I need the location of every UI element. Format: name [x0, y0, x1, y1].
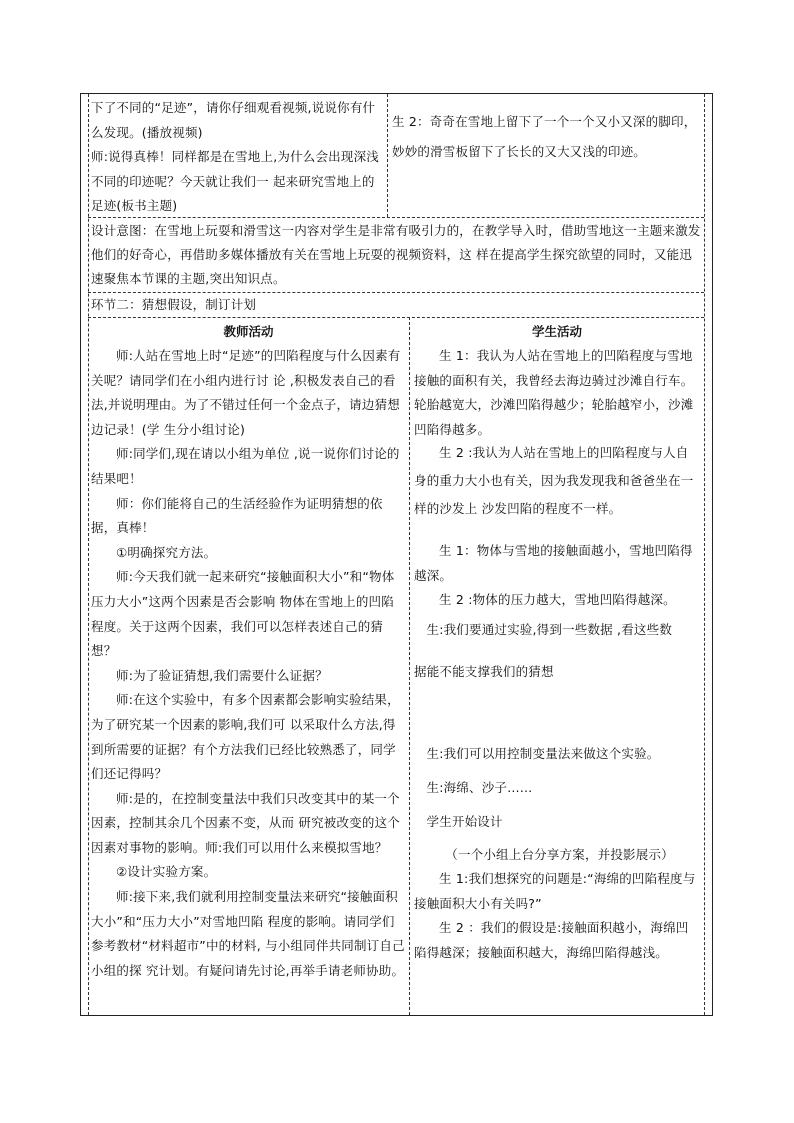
- lesson-plan-table: [80, 93, 713, 1016]
- activity-column-divider: [409, 317, 410, 1015]
- student-answer: （一个小组上台分享方案，并投影展示）: [445, 847, 674, 862]
- student-answer: 据能不能支撑我们的猜想: [414, 664, 554, 679]
- intro-column-divider: [387, 94, 388, 217]
- teacher-paragraph: 师:今天我们就一起来研究“接触面积大小”和“物体压力大小”这两个因素是否会影响 物体在雪地上的凹陷程度。关于这两个因素，我们可以怎样表述自己的猜想？: [91, 569, 395, 659]
- right-dashed-border: [704, 94, 705, 1015]
- teacher-activity-header: 教师活动: [223, 324, 274, 339]
- intro-teacher-cell: [91, 96, 384, 219]
- teacher-paragraph: 师:在这个实验中，有多个因素都会影响实验结果，为了研究某一个因素的影响,我们可 以采取什么方法,得到所需要的证据？有个方法我们已经比较熟悉了，同学们还记得吗？: [91, 692, 400, 782]
- teacher-step-heading: ②设计实验方案。: [116, 864, 217, 880]
- design-intent-text: 设计意图：在雪地上玩耍和滑雪这一内容对学生是非常有吸引力的，在教学导入时，借助雪地这一主题来激发他们的好奇心，再借助多媒体播放有关在雪地上玩耍的视频资料，这 样在提高学生探究欲望的同时，又能迅速聚焦本节课的主题,突出知识点。: [91, 223, 701, 286]
- student-answer: 学生开始设计: [426, 814, 503, 829]
- stage-bottom-line: [88, 317, 704, 318]
- design-intent-cell: [91, 219, 701, 291]
- student-answer: 生 1：物体与雪地的接触面越小，雪地凹陷得越深。: [414, 543, 693, 583]
- intro-paragraph: 师:说得真棒！同样都是在雪地上,为什么会出现深浅不同的印迹呢？今天就让我们一 起来研究雪地上的足迹(板书主题): [91, 149, 379, 213]
- intro-student-cell: [392, 107, 700, 167]
- student-answer: 生:我们可以用控制变量法来做这个实验。: [426, 746, 660, 761]
- student-answer: 生 1:我们想探究的问题是:“海绵的凹陷程度与接触面积大小有关吗?”: [414, 871, 696, 911]
- teacher-activity-column: [91, 344, 405, 983]
- teacher-paragraph: 师:是的，在控制变量法中我们只改变其中的某一个因素，控制其余几个因素不变，从而 研究被改变的这个因素对事物的影响。师:我们可以用什么来模拟雪地？: [91, 790, 400, 855]
- student-answer: 生 2 ：我们的假设是:接触面积越小，海绵凹陷得越深；接触面积越大，海绵凹陷得越浅。: [414, 920, 689, 960]
- teacher-paragraph: 师:人站在雪地上时“足迹”的凹陷程度与什么因素有关呢？请同学们在小组内进行讨 论 ,积极发表自己的看法,并说明理由。为了不错过任何一个金点子，请边猜想边记录！(学 生分小组讨论): [91, 348, 401, 437]
- teacher-step-heading: ①明确探究方法。: [116, 544, 217, 560]
- teacher-paragraph: 师:同学们,现在请以小组为单位 ,说一说你们讨论的结果吧！: [91, 446, 400, 486]
- student-answer: 生 1：我认为人站在雪地上的凹陷程度与雪地接触的面积有关，我曾经去海边骑过沙滩自行车。轮胎越宽大，沙滩凹陷得越少；轮胎越窄小，沙滩凹陷得越多。: [414, 348, 694, 437]
- student-answer: 生 2 :我认为人站在雪地上的凹陷程度与人自身的重力大小也有关，因为我发现我和爸爸坐在一样的沙发上 沙发凹陷的程度不一样。: [414, 445, 694, 516]
- student-answer: 生:海绵、沙子……: [426, 780, 533, 795]
- student-answer: 生 2 :物体的压力越大，雪地凹陷得越深。: [439, 592, 676, 607]
- left-dashed-border: [88, 94, 89, 1015]
- stage-title-cell: [91, 293, 701, 317]
- stage-title: 环节二：猜想假设，制订计划: [91, 297, 257, 312]
- student-answer: 生:我们要通过实验,得到一些数据 ,看这些数: [426, 622, 673, 637]
- teacher-paragraph: 师:为了验证猜想,我们需要什么证据？: [116, 667, 328, 683]
- teacher-paragraph: 师:接下来,我们就利用控制变量法来研究“接触面积大小”和“压力大小”对雪地凹陷 程度的影响。请同学们参考教材“材料超市”中的材料, 与小组同伴共同制订自己小组的探 究计划。有疑问请先讨论,再举手请老师协助。: [91, 889, 405, 978]
- student-activity-header: 学生活动: [531, 324, 582, 339]
- intro-student-answer: 生 2：奇奇在雪地上留下了一个一个又小又深的脚印，妙妙的滑雪板留下了长长的又大又浅的印迹。: [392, 114, 697, 159]
- teacher-paragraph: 师：你们能将自己的生活经验作为证明猜想的依据，真棒！: [91, 495, 383, 536]
- intro-paragraph: 下了不同的“足迹”，请你仔细观看视频,说说你有什么发现。(播放视频): [91, 100, 376, 140]
